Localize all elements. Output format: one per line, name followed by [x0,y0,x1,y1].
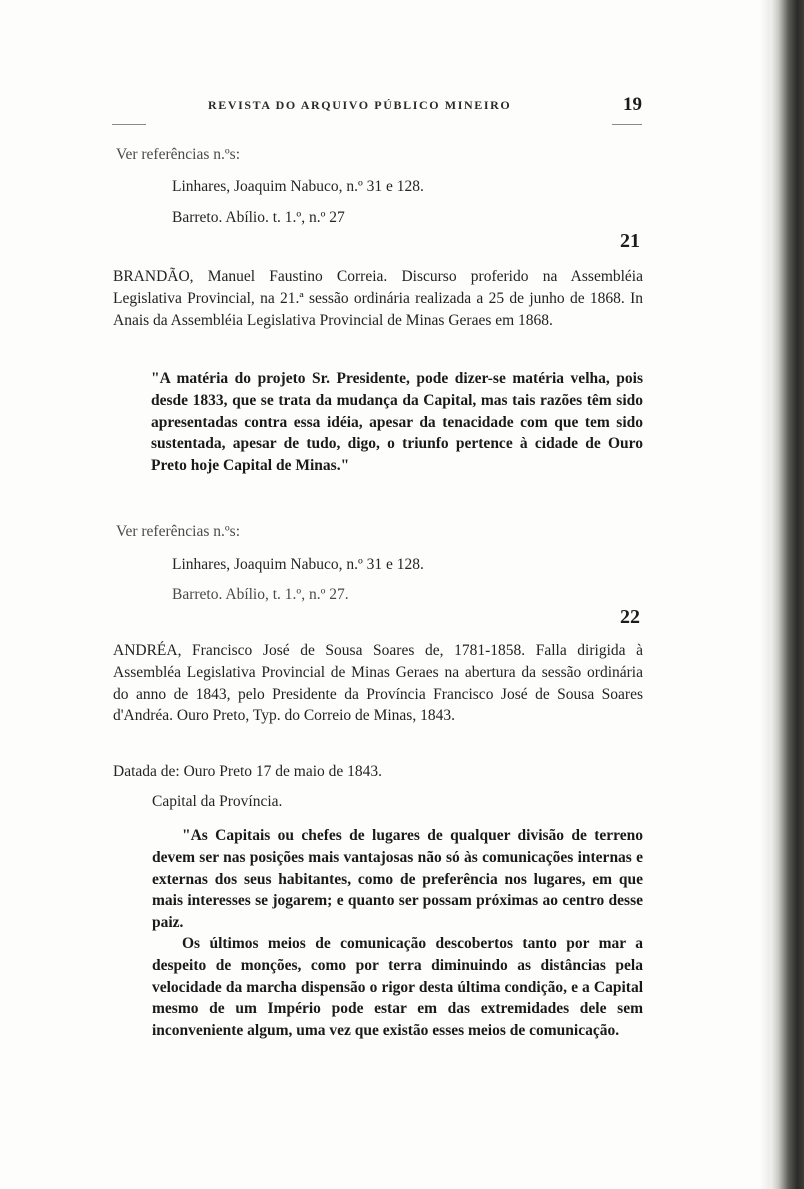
see-references-label: Ver referências n.ºs: [116,146,241,163]
bibliographic-citation: BRANDÃO, Manuel Faustino Correia. Discurso proferido na Assembléia Legislativa Provincial, na 21.ª sessão ordinária realizada a 25 de junho de 1868. In Anais da Assembléia Legislativa Provincial de Minas Geraes em 1868. [113,268,643,329]
reference-item: Barreto. Abílio, t. 1.º, n.º 27. [172,586,349,603]
quotation-paragraph: "As Capitais ou chefes de lugares de qualquer divisão de terreno devem ser nas posições mais vantajosas não só às comunicações internas e externas dos seus habitantes, como de preferência nos lugares, em que mais interesses se jogarem; e quanto ser possam próximas ao centro desse paiz. [152,827,643,932]
running-header [112,94,642,118]
quotation-paragraph: Os últimos meios de comunicação descobertos tanto por mar a despeito de monções, como por terra diminuindo as distâncias pela velocidade da marcha dispensão o rigor desta última condição, e a Capital mesmo de um Império pode estar em das extremidades dele sem inconveniente algum, uma vez que existão esses meios de comunicação. [152,935,643,1040]
bibliographic-citation: ANDRÉA, Francisco José de Sousa Soares de, 1781-1858. Falla dirigida à Assembléa Legislativa Provincial de Minas Geraes na abertura da sessão ordinária do anno de 1843, pelo Presidente da Província Francisco José de Sousa Soares d'Andréa. Ouro Preto, Typ. do Correio de Minas, 1843. [113,642,643,725]
reference-item: Linhares, Joaquim Nabuco, n.º 31 e 128. [172,178,424,195]
page-gutter-shadow [760,0,770,1189]
reference-item: Linhares, Joaquim Nabuco, n.º 31 e 128. [172,556,424,573]
entry-number: 22 [620,606,640,628]
book-spine-edge [770,0,804,1189]
reference-item: Barreto. Abílio. t. 1.º, n.º 27 [172,209,345,226]
header-rule-left [112,124,146,125]
quotation: "A matéria do projeto Sr. Presidente, pode dizer-se matéria velha, pois desde 1833, que se trata da mudança da Capital, mas tais razões têm sido apresentadas contra essa idéia, apesar da tenacidade com que tem sido sustentada, apesar de tudo, digo, o triunfo pertence à cidade de Ouro Preto hoje Capital de Minas." [151,370,643,475]
subject-line: Capital da Província. [152,793,283,810]
page-number: 19 [623,94,642,115]
see-references-label: Ver referências n.ºs: [116,523,241,540]
dated-line: Datada de: Ouro Preto 17 de maio de 1843. [113,763,383,780]
entry-number: 21 [620,230,640,252]
journal-title: REVISTA DO ARQUIVO PÚBLICO MINEIRO [208,98,512,112]
header-rule-right [612,124,642,125]
